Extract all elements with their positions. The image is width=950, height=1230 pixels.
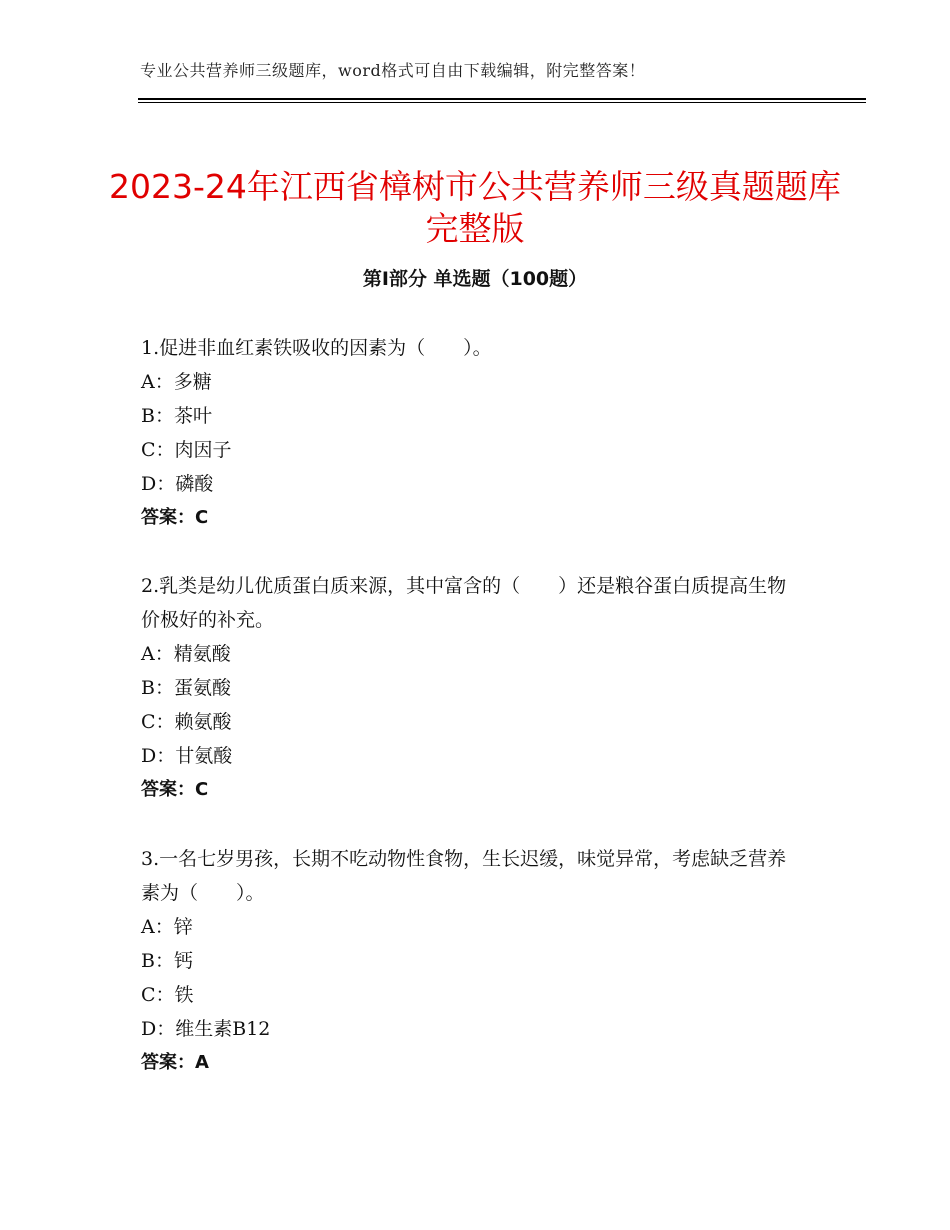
option-d: D：磷酸 (141, 473, 214, 495)
header-divider-thin (138, 102, 866, 103)
section-title: 第Ⅰ部分 单选题（100题） (362, 268, 588, 290)
answer: 答案：C (141, 507, 209, 528)
question-stem: 2.乳类是幼儿优质蛋白质来源，其中富含的（ ）还是粮谷蛋白质提高生物价极好的补充。 (141, 575, 787, 631)
option-a: A：多糖 (141, 371, 212, 393)
question-3 (141, 842, 801, 1080)
option-a: A：精氨酸 (141, 643, 231, 665)
header-divider (138, 98, 866, 100)
option-c: C：肉因子 (141, 439, 232, 461)
option-c: C：赖氨酸 (141, 711, 232, 733)
option-d: D：甘氨酸 (141, 745, 233, 767)
answer: 答案：A (141, 1052, 209, 1073)
document-title: 2023-24年江西省樟树市公共营养师三级真题题库完整版 (109, 167, 841, 249)
question-stem: 3.一名七岁男孩，长期不吃动物性食物，生长迟缓，味觉异常，考虑缺乏营养素为（ ）。 (141, 848, 787, 904)
option-b: B：蛋氨酸 (141, 677, 231, 699)
question-stem: 1.促进非血红素铁吸收的因素为（ ）。 (141, 337, 492, 359)
option-d: D：维生素B12 (141, 1018, 271, 1040)
answer: 答案：C (141, 779, 209, 800)
option-b: B：钙 (141, 950, 193, 972)
header-note: 专业公共营养师三级题库，word格式可自由下载编辑，附完整答案！ (140, 61, 646, 80)
option-a: A：锌 (141, 916, 193, 938)
question-2 (141, 569, 801, 807)
option-b: B：茶叶 (141, 405, 212, 427)
option-c: C：铁 (141, 984, 194, 1006)
question-1 (141, 331, 801, 535)
